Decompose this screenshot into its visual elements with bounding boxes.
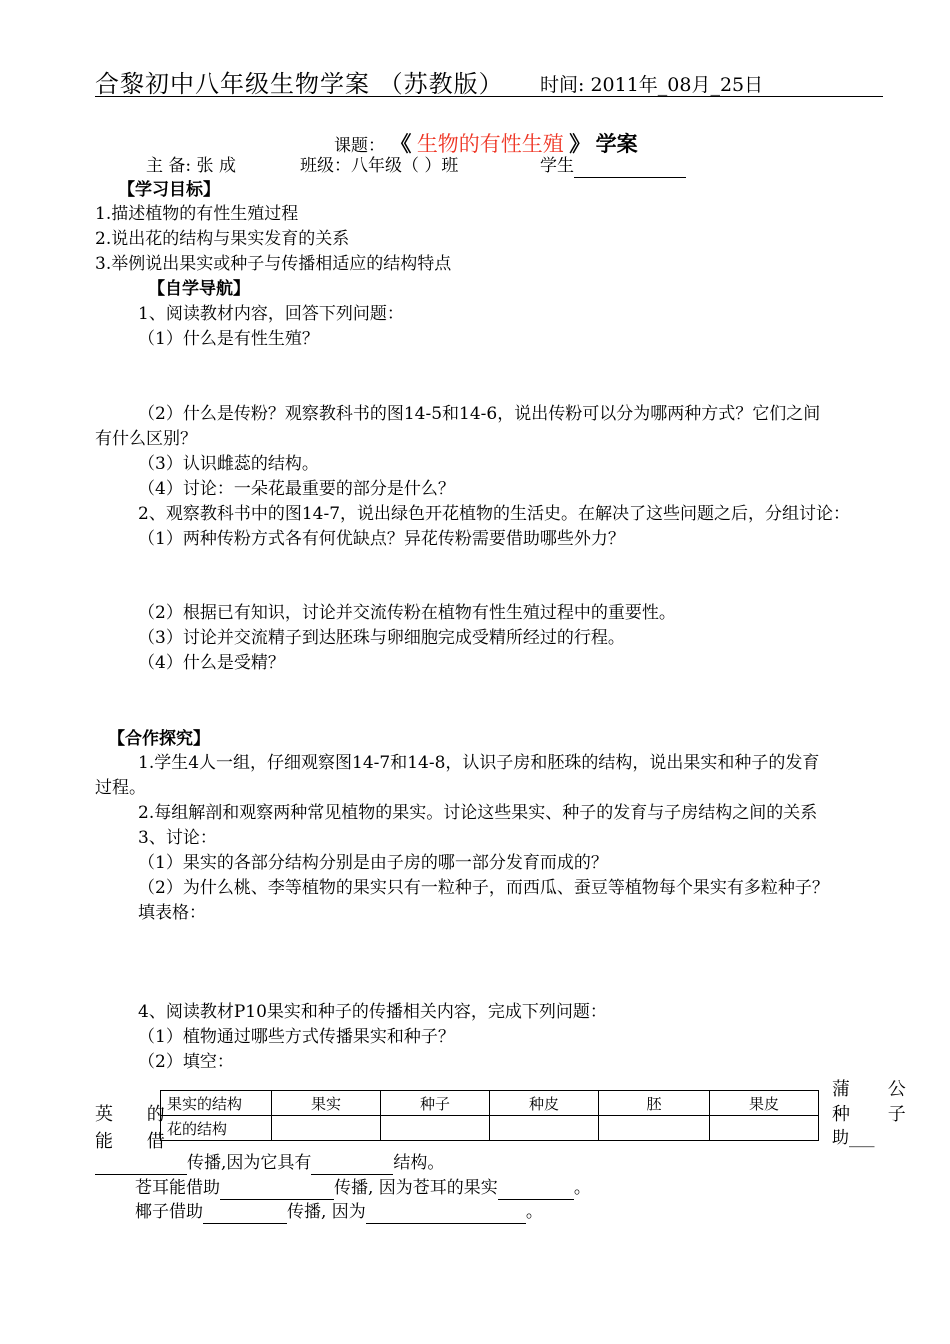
- coop-heading: 【合作探究】: [108, 729, 210, 749]
- fill-text: 传播,因为它具有: [187, 1153, 312, 1173]
- fill-text: 。: [525, 1202, 543, 1222]
- question: （3）认识雌蕊的结构。: [138, 454, 319, 474]
- question: （2）根据已有知识，讨论并交流传粉在植物有性生殖过程中的重要性。: [138, 603, 676, 623]
- coop-item: （2）为什么桃、李等植物的果实只有一粒种子，而西瓜、蚕豆等植物每个果实有多粒种子？: [138, 878, 829, 898]
- coop-item: 3、讨论：: [138, 828, 217, 848]
- answer-blank[interactable]: [95, 1156, 187, 1175]
- table-cell: 果实: [272, 1091, 381, 1116]
- question: 有什么区别？: [95, 429, 197, 449]
- question: （1）什么是有性生殖？: [138, 329, 319, 349]
- question: 2、观察教科书中的图14-7，说出绿色开花植物的生活史。在解决了这些问题之后，分组讨论：: [138, 504, 851, 524]
- fill-right-c: 助___: [832, 1128, 875, 1148]
- student-name-blank[interactable]: [574, 159, 686, 178]
- fill-text: 结构。: [393, 1153, 445, 1173]
- fill-right-b: 种 子: [832, 1104, 922, 1125]
- table-blank-cell[interactable]: [710, 1116, 819, 1141]
- table-cell: 种皮: [490, 1091, 599, 1116]
- table-row: [161, 1091, 819, 1116]
- title-topic: 生物的有性生殖: [416, 132, 564, 156]
- meta-class: 班级：八年级（ ）班: [300, 156, 459, 176]
- table-blank-cell[interactable]: [381, 1116, 490, 1141]
- question: （3）讨论并交流精子到达胚珠与卵细胞完成受精所经过的行程。: [138, 628, 625, 648]
- answer-blank[interactable]: [311, 1156, 393, 1175]
- question: （1）两种传粉方式各有何优缺点？异花传粉需要借助哪些外力？: [138, 529, 625, 549]
- fruit-structure-table: [160, 1090, 819, 1141]
- fill-right-a: 蒲 公: [832, 1079, 922, 1100]
- question: 1、阅读教材内容，回答下列问题：: [138, 304, 404, 324]
- question: （4）什么是受精？: [138, 653, 285, 673]
- coop-item: 1.学生4人一组，仔细观察图14-7和14-8，认识子房和胚珠的结构，说出果实和种子的发育: [138, 753, 820, 773]
- answer-blank[interactable]: [498, 1181, 574, 1200]
- answer-blank[interactable]: [220, 1181, 334, 1200]
- self-study-heading: 【自学导航】: [148, 279, 250, 299]
- goal-item: 3.举例说出果实或种子与传播相适应的结构特点: [95, 254, 452, 274]
- coop-item: （1）果实的各部分结构分别是由子房的哪一部分发育而成的？: [138, 853, 608, 873]
- fill-left-b: 能 借: [95, 1131, 179, 1152]
- title-prefix: 课题：: [334, 136, 385, 156]
- table-row: [161, 1116, 819, 1141]
- fill-text: 苍耳能借助: [135, 1178, 220, 1198]
- coop-item: 填表格：: [138, 903, 206, 923]
- title-close: 》: [569, 131, 591, 156]
- coop-item: 4、阅读教材P10果实和种子的传播相关内容，完成下列问题：: [138, 1002, 607, 1022]
- meta-student-label: 学生: [540, 156, 574, 176]
- fill-line-1: [95, 1151, 444, 1175]
- fill-text: 椰子借助: [135, 1202, 203, 1222]
- header-divider: [95, 96, 883, 97]
- fill-text: 传播, 因为: [287, 1202, 366, 1222]
- title-suffix: 学案: [595, 131, 638, 156]
- coop-item: （2）填空：: [138, 1052, 234, 1072]
- table-blank-cell[interactable]: [272, 1116, 381, 1141]
- table-cell: 花的结构: [161, 1116, 272, 1141]
- fill-line-2: [135, 1176, 591, 1200]
- goal-item: 1.描述植物的有性生殖过程: [95, 204, 299, 224]
- goals-heading: 【学习目标】: [118, 180, 220, 200]
- title-open: 《: [390, 131, 412, 156]
- goal-item: 2.说出花的结构与果实发育的关系: [95, 229, 350, 249]
- coop-item: 过程。: [95, 778, 146, 798]
- header-title: 合黎初中八年级生物学案 （苏教版）: [95, 70, 504, 98]
- coop-item: （1）植物通过哪些方式传播果实和种子？: [138, 1027, 455, 1047]
- table-cell: 果皮: [710, 1091, 819, 1116]
- header-date: 时间: 2011年_08月_25日: [540, 74, 764, 96]
- question: （4）讨论：一朵花最重要的部分是什么？: [138, 479, 455, 499]
- answer-blank[interactable]: [203, 1205, 287, 1224]
- table-blank-cell[interactable]: [490, 1116, 599, 1141]
- table-cell: 种子: [381, 1091, 490, 1116]
- fill-text: 。: [573, 1178, 591, 1198]
- table-blank-cell[interactable]: [599, 1116, 710, 1141]
- fill-text: 传播, 因为苍耳的果实: [334, 1178, 498, 1198]
- table-cell: 果实的结构: [161, 1091, 272, 1116]
- answer-blank[interactable]: [366, 1205, 526, 1224]
- meta-author: 主 备: 张 成: [146, 156, 236, 176]
- table-cell: 胚: [599, 1091, 710, 1116]
- fill-line-3: [135, 1200, 543, 1224]
- coop-item: 2.每组解剖和观察两种常见植物的果实。讨论这些果实、种子的发育与子房结构之间的关系: [138, 803, 818, 823]
- fill-left-a: 英 的: [95, 1104, 179, 1125]
- question: （2）什么是传粉？观察教科书的图14-5和14-6，说出传粉可以分为哪两种方式？它们之间: [138, 404, 821, 424]
- meta-student: [540, 154, 686, 178]
